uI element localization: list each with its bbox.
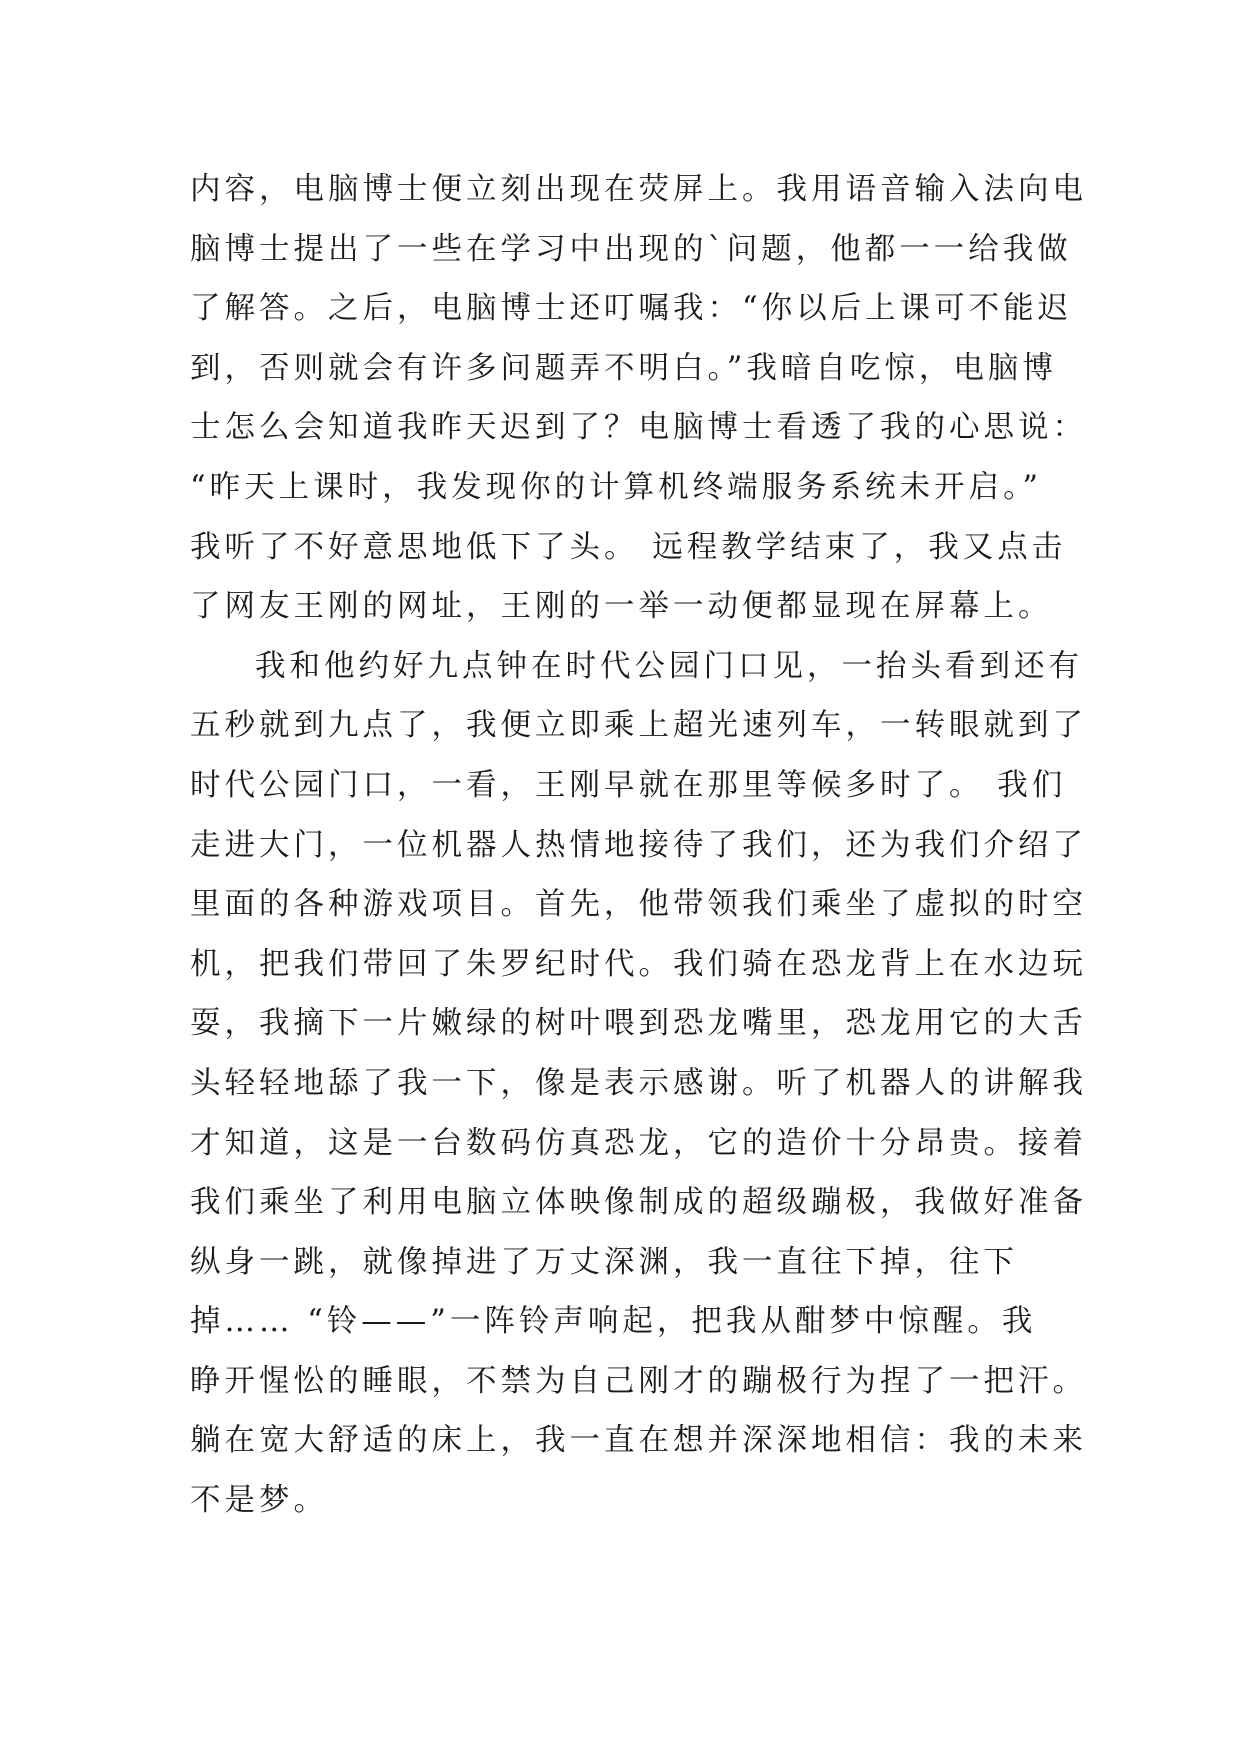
paragraph-first-line: 我和他约好九点钟在时代公园门口见，一抬头看到还有: [255, 648, 1083, 684]
text-line: 内容，电脑博士便立刻出现在荧屏上。我用语音输入法向电: [190, 172, 1087, 207]
text-line: 我听了不好意思地低下了头。 远程教学结束了，我又点击: [190, 529, 1067, 565]
text-line: 我们乘坐了利用电脑立体映像制成的超级蹦极，我做好准备: [190, 1185, 1087, 1221]
text-line: 士怎么会知道我昨天迟到了？电脑博士看透了我的心思说：: [190, 410, 1087, 446]
text-line: 到，否则就会有许多问题弄不明白。”我暗自吃惊，电脑博: [190, 350, 1057, 386]
text-line: 纵身一跳，就像掉进了万丈深渊，我一直往下掉，往下: [190, 1244, 1018, 1280]
text-line: 了网友王刚的网址，王刚的一举一动便都显现在屏幕上。: [190, 589, 1053, 625]
text-line: 躺在宽大舒适的床上，我一直在想并深深地相信：我的未来: [190, 1423, 1087, 1459]
text-line: 机，把我们带回了朱罗纪时代。我们骑在恐龙背上在水边玩: [190, 946, 1087, 982]
text-line: 才知道，这是一台数码仿真恐龙，它的造价十分昂贵。接着: [190, 1125, 1087, 1161]
text-line: 耍，我摘下一片嫩绿的树叶喂到恐龙嘴里，恐龙用它的大舌: [190, 1006, 1087, 1042]
text-line: 了解答。之后，电脑博士还叮嘱我：“你以后上课可不能迟: [190, 291, 1073, 327]
body-text: [190, 160, 1090, 1531]
text-line: 睁开惺忪的睡眼，不禁为自己刚才的蹦极行为捏了一把汗。: [190, 1363, 1087, 1399]
text-line: 五秒就到九点了，我便立即乘上超光速列车，一转眼就到了: [190, 708, 1087, 744]
text-line: “昨天上课时，我发现你的计算机终端服务系统未开启。”: [190, 469, 1042, 505]
text-line: 脑博士提出了一些在学习中出现的`问题，他都一一给我做: [190, 231, 1072, 267]
text-line: 走进大门，一位机器人热情地接待了我们，还为我们介绍了: [190, 827, 1087, 863]
text-line: 时代公园门口，一看，王刚早就在那里等候多时了。 我们: [190, 767, 1067, 803]
text-line: 掉…… “铃——”一阵铃声响起，把我从酣梦中惊醒。我: [190, 1304, 1037, 1340]
text-line: 头轻轻地舔了我一下，像是表示感谢。听了机器人的讲解我: [190, 1065, 1087, 1101]
text-line: 不是梦。: [190, 1483, 328, 1519]
text-line: 里面的各种游戏项目。首先，他带领我们乘坐了虚拟的时空: [190, 887, 1087, 923]
